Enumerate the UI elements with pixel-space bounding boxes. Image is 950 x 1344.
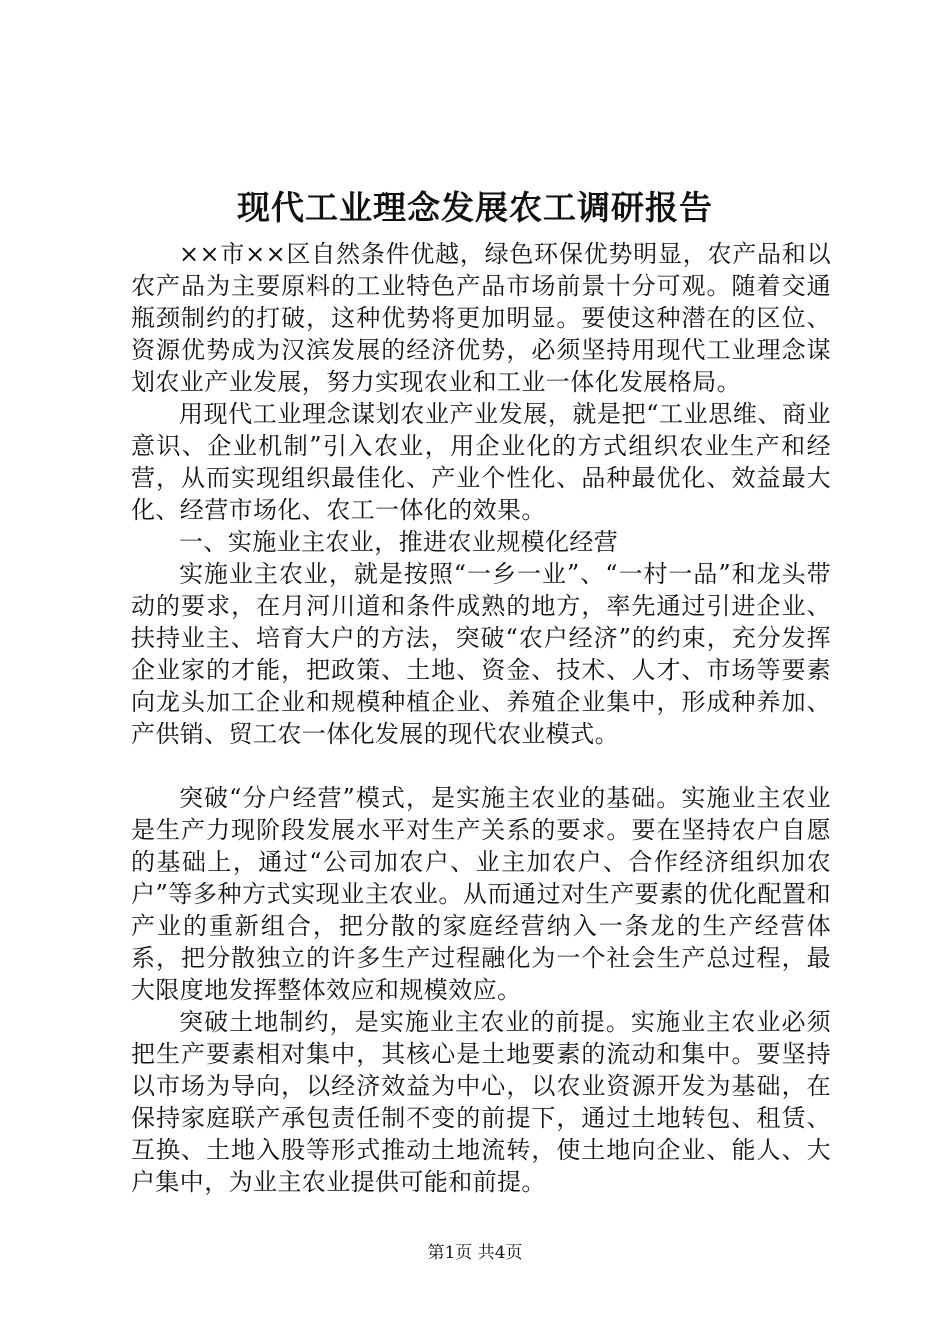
page-indicator: 第1页 共4页: [427, 1243, 523, 1263]
paragraph-definition: 用现代工业理念谋划农业产业发展，就是把“工业思维、商业意识、企业机制”引入农业，用企业化的方式组织农业生产和经营，从而实现组织最佳化、产业个性化、品种最优化、效益最大化、经营市场化、农工一体化的效果。: [131, 400, 831, 524]
document-title: 现代工业理念发展农工调研报告: [237, 188, 713, 227]
document-body: [131, 238, 831, 1198]
section-heading-1: 一、实施业主农业，推进农业规模化经营: [179, 528, 619, 556]
paragraph-land-constraint: 突破土地制约，是实施业主农业的前提。实施业主农业必须把生产要素相对集中，其核心是土地要素的流动和集中。要坚持以市场为导向，以经济效益为中心，以农业资源开发为基础，在保持家庭联产承包责任制不变的前提下，通过土地转包、租赁、互换、土地入股等形式推动土地流转，使土地向企业、能人、大户集中，为业主农业提供可能和前提。: [131, 1008, 831, 1196]
paragraph-owner-agriculture: 实施业主农业，就是按照“一乡一业”、“一村一品”和龙头带动的要求，在月河川道和条件成熟的地方，率先通过引进企业、扶持业主、培育大户的方法，突破“农户经济”的约束，充分发挥企业家的才能，把政策、土地、资金、技术、人才、市场等要素向龙头加工企业和规模种植企业、养殖企业集中，形成种养加、产供销、贸工农一体化发展的现代农业模式。: [131, 560, 831, 748]
paragraph-break-household-model: 突破“分户经营”模式，是实施主农业的基础。实施业主农业是生产力现阶段发展水平对生产关系的要求。要在坚持农户自愿的基础上，通过“公司加农户、业主加农户、合作经济组织加农户”等多种方式实现业主农业。从而通过对生产要素的优化配置和产业的重新组合，把分散的家庭经营纳入一条龙的生产经营体系，把分散独立的许多生产过程融化为一个社会生产总过程，最大限度地发挥整体效应和规模效应。: [131, 784, 831, 1004]
paragraph-intro: ××市××区自然条件优越，绿色环保优势明显，农产品和以农产品为主要原料的工业特色产品市场前景十分可观。随着交通瓶颈制约的打破，这种优势将更加明显。要使这种潜在的区位、资源优势成为汉滨发展的经济优势，必须坚持用现代工业理念谋划农业产业发展，努力实现农业和工业一体化发展格局。: [131, 240, 831, 396]
